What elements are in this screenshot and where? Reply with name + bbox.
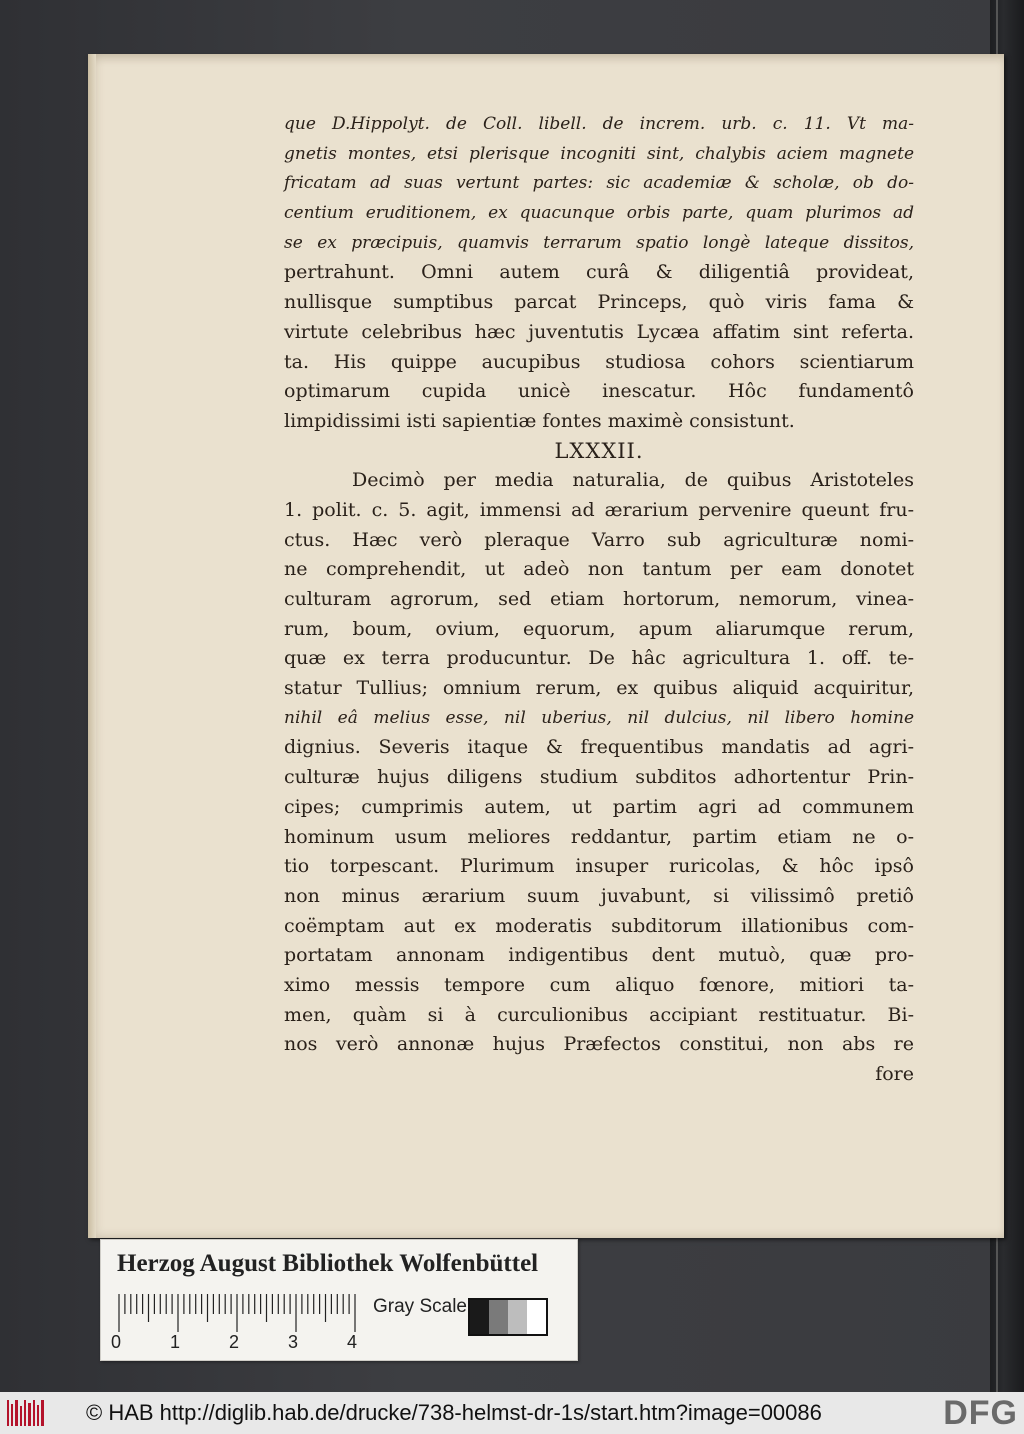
- footer-bar: [0, 1392, 1024, 1434]
- swatch-light-gray: [508, 1300, 527, 1334]
- hab-barcode-logo-icon: [6, 1398, 46, 1428]
- ruler-numbers: [111, 1332, 381, 1356]
- text-line-9: ta. His quippe aucupibus studiosa cohors scientiarum: [284, 350, 914, 373]
- ruler-number: 4: [347, 1332, 358, 1352]
- text-line-29: portatam annonam indigentibus dent mutuò, quæ pro-: [284, 944, 914, 967]
- text-line-18: rum, boum, ovium, equorum, apum aliarumque rerum,: [284, 617, 914, 640]
- text-line-31: men, quàm si à curculionibus accipiant restituatur. Bi-: [284, 1003, 914, 1026]
- text-line-11: limpidissimi isti sapientiæ fontes maximè consistunt.: [284, 409, 795, 432]
- text-line-15: ctus. Hæc verò pleraque Varro sub agriculturæ nomi-: [284, 528, 914, 551]
- color-calibration-card: [100, 1239, 578, 1361]
- ruler-number: 3: [288, 1332, 299, 1352]
- ruler-number: 2: [229, 1332, 240, 1352]
- text-line-3: fricatam ad suas vertunt partes: sic academiæ & scholæ, ob do-: [284, 173, 914, 194]
- text-line-28: coëmptam aut ex moderatis subditorum illationibus com-: [284, 914, 914, 937]
- text-line-14: 1. polit. c. 5. agit, immensi ad ærarium pervenire queunt fru-: [284, 498, 914, 521]
- text-line-21: nihil eâ melius esse, nil uberius, nil dulcius, nil libero homine: [284, 707, 914, 728]
- text-line-8: virtute celebribus hæc juventutis Lycæa affatim sint referta.: [284, 320, 914, 343]
- text-line-20: statur Tullius; omnium rerum, ex quibus aliquid acquiritur,: [284, 677, 914, 700]
- text-line-17: culturam agrorum, sed etiam hortorum, nemorum, vinea-: [284, 588, 914, 610]
- ruler-number: 0: [111, 1332, 122, 1352]
- section-heading: LXXXII.: [554, 438, 644, 463]
- text-line-13: Decimò per media naturalia, de quibus Aristoteles: [352, 469, 914, 492]
- gray-scale-label: Gray Scale: [373, 1296, 467, 1317]
- text-line-27: non minus ærarium suum juvabunt, si vilissimô pretiô: [284, 884, 914, 907]
- dfg-logo: DFG: [943, 1394, 1018, 1432]
- text-line-16: ne comprehendit, ut adeò non tantum per eam donotet: [284, 558, 914, 581]
- ruler-ticks: [117, 1294, 365, 1334]
- copyright-url[interactable]: © HAB http://diglib.hab.de/drucke/738-helmst-dr-1s/start.htm?image=00086: [86, 1400, 822, 1425]
- page-text: [284, 110, 914, 1090]
- text-line-26: tio torpescant. Plurimum insuper ruricolas, & hôc ipsô: [284, 855, 914, 878]
- text-line-2: gnetis montes, etsi plerisque incogniti sint, chalybis aciem magnete: [284, 143, 914, 164]
- text-line-5: se ex præcipuis, quamvis terrarum spatio longè lateque dissitos,: [284, 232, 914, 253]
- text-line-6: pertrahunt. Omni autem curâ & diligentiâ provideat,: [284, 261, 914, 284]
- text-line-4: centium eruditionem, ex quacunque orbis parte, quam plurimos ad: [284, 203, 914, 224]
- text-line-7: nullisque sumptibus parcat Princeps, quò viris fama &: [284, 291, 914, 314]
- catchword: fore: [875, 1063, 914, 1085]
- text-line-30: ximo messis tempore cum aliquo fœnore, mitiori ta-: [284, 973, 914, 996]
- text-line-19: quæ ex terra producuntur. De hâc agricultura 1. off. te-: [284, 647, 914, 670]
- text-line-32: nos verò annonæ hujus Præfectos constitui, non abs re: [284, 1033, 914, 1056]
- ruler-number: 1: [170, 1332, 181, 1352]
- gray-scale-swatch: [468, 1298, 548, 1336]
- text-line-1: que D.Hippolyt. de Coll. libell. de increm. urb. c. 11. Vt ma-: [284, 114, 914, 134]
- text-line-23: culturæ hujus diligens studium subditos adhortentur Prin-: [284, 766, 914, 789]
- swatch-dark-gray: [489, 1300, 508, 1334]
- text-line-25: hominum usum meliores reddantur, partim etiam ne o-: [284, 825, 914, 848]
- text-line-22: dignius. Severis itaque & frequentibus mandatis ad agri-: [284, 736, 914, 759]
- text-line-10: optimarum cupida unicè inescatur. Hôc fundamentô: [284, 380, 914, 403]
- swatch-black: [470, 1300, 489, 1334]
- library-name: Herzog August Bibliothek Wolfenbüttel: [117, 1250, 539, 1277]
- text-line-24: cipes; cumprimis autem, ut partim agri ad communem: [284, 795, 914, 818]
- swatch-white: [527, 1300, 546, 1334]
